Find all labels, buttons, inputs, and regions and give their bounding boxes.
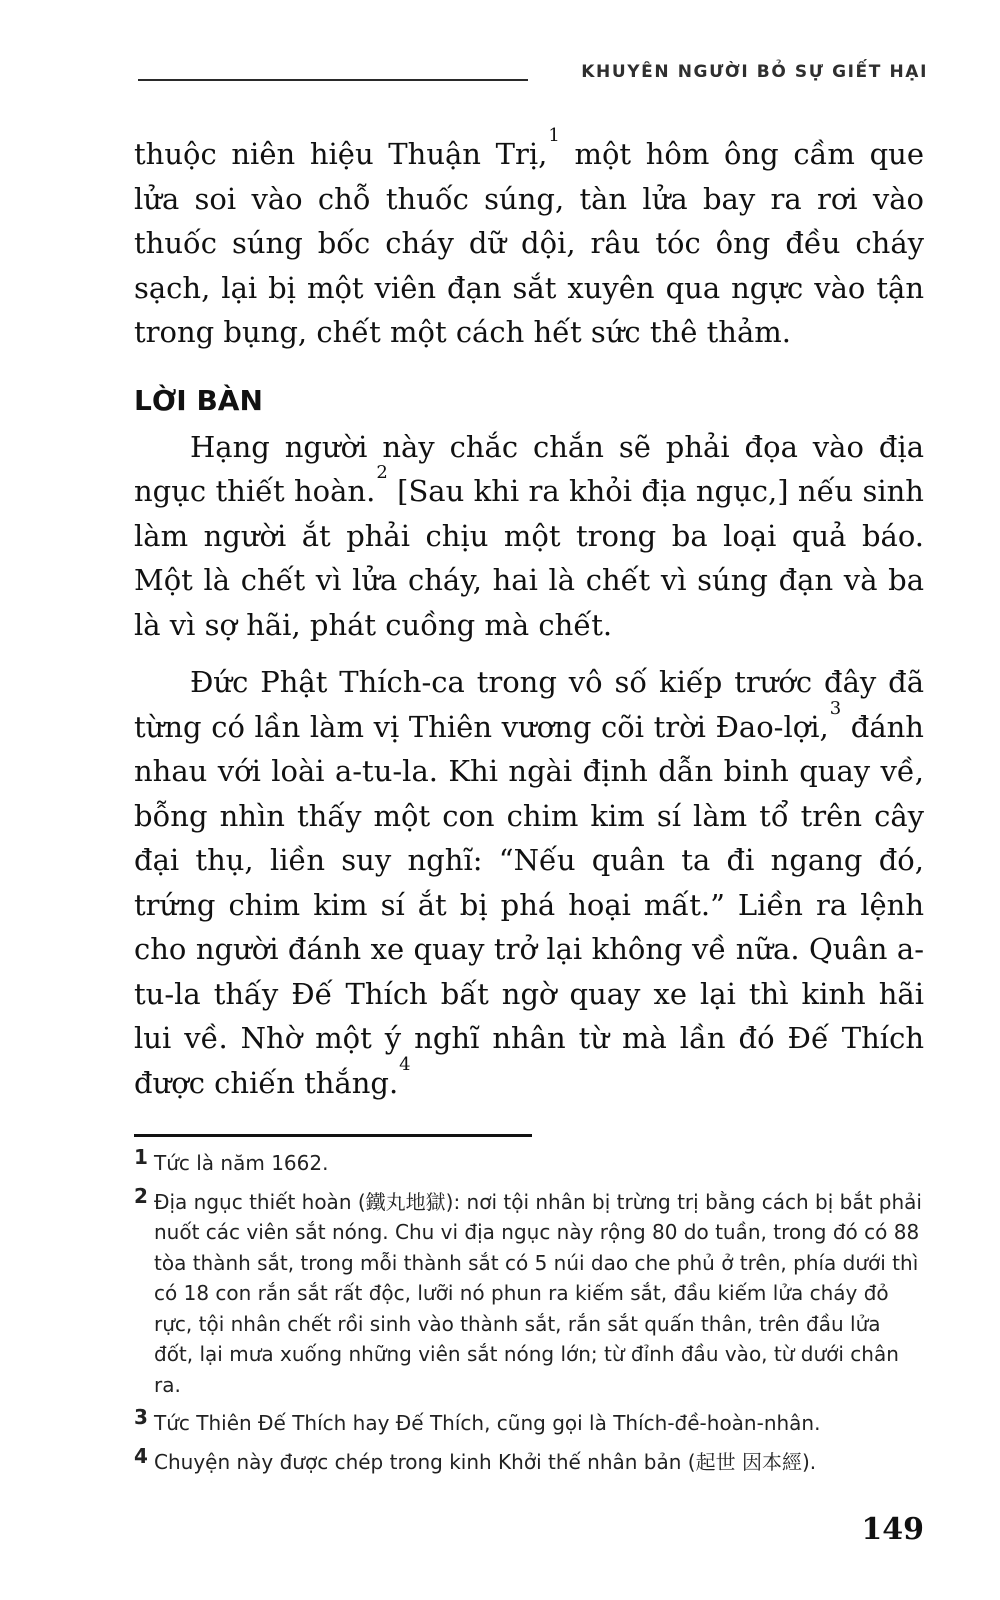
page-number: 149 (861, 1512, 924, 1547)
paragraph-1-text-b: một hôm ông cầm que lửa soi vào chỗ thuốc súng, tàn lửa bay ra rơi vào thuốc súng bốc cháy dữ dội, râu tóc ông đều cháy sạch, lại bị một viên đạn sắt xuyên qua ngực vào tận trong bụng, chết một cách hết sức thê thảm. (134, 137, 924, 349)
footnote-number: 2 (134, 1183, 148, 1208)
footnote-number: 1 (134, 1145, 148, 1169)
footnote-ref-3[interactable]: 3 (829, 697, 842, 719)
footnote-3 (134, 1405, 924, 1439)
footnote-rule (134, 1134, 532, 1137)
running-head: KHUYÊN NGƯỜI BỎ SỰ GIẾT HẠI (581, 62, 928, 82)
footnote-1 (134, 1145, 924, 1179)
footnote-text: Tức là năm 1662. (154, 1151, 329, 1175)
paragraph-3-text-a: Đức Phật Thích-ca trong vô số kiếp trước đây đã từng có lần làm vị Thiên vương cõi trời Đao-lợi, (134, 665, 924, 744)
paragraph-1-text-a: thuộc niên hiệu Thuận Trị, (134, 137, 548, 171)
footnote-number: 3 (134, 1405, 148, 1429)
section-heading: LỜI BÀN (134, 383, 263, 417)
footnote-text: Tức Thiên Đế Thích hay Đế Thích, cũng gọi là Thích-đề-hoàn-nhân. (154, 1411, 821, 1435)
paragraph-2 (134, 425, 924, 648)
footnote-text: Chuyện này được chép trong kinh Khởi thế nhân bản (起世 因本經). (154, 1449, 817, 1474)
footnote-number: 4 (134, 1443, 148, 1468)
main-text (134, 125, 924, 1105)
footnote-2 (134, 1183, 924, 1401)
footnote-ref-2[interactable]: 2 (376, 462, 388, 484)
footnote-text: Địa ngục thiết hoàn (鐵丸地獄): nơi tội nhân bị trừng trị bằng cách bị bắt phải nuốt các viên sắt nóng. Chu vi địa ngục này rộng 80 do tuần, trong đó có 88 tòa thành sắt, trong mỗi thành sắt có 5 núi dao che phủ ở trên, phía dưới thì có 18 con rắn sắt rất độc, lưỡi nó phun ra kiếm sắt, đầu kiếm lửa cháy đỏ rực, tội nhân chết rồi sinh vào thành sắt, rắn sắt quấn thân, trên đầu lửa đốt, lại mưa xuống những viên sắt nóng lớn; từ đỉnh đầu vào, từ dưới chân ra. (154, 1189, 922, 1397)
footnotes (134, 1145, 924, 1485)
paragraph-3-text-b: đánh nhau với loài a-tu-la. Khi ngài định dẫn binh quay về, bỗng nhìn thấy một con chim kim sí làm tổ trên cây đại thụ, liền suy nghĩ: “Nếu quân ta đi ngang đó, trứng chim kim sí ắt bị phá hoại mất.” Liền ra lệnh cho người đánh xe quay trở lại không về nữa. Quân a-tu-la thấy Đế Thích bất ngờ quay xe lại thì kinh hãi lui về. Nhờ một ý nghĩ nhân từ mà lần đó Đế Thích được chiến thắng. (134, 709, 924, 1100)
paragraph-2-text-b: [Sau khi ra khỏi địa ngục,] nếu sinh làm người ắt phải chịu một trong ba loại quả báo. Một là chết vì lửa cháy, hai là chết vì súng đạn và ba là vì sợ hãi, phát cuồng mà chết. (134, 474, 924, 642)
footnote-ref-4[interactable]: 4 (399, 1053, 411, 1075)
paragraph-2-text-a: Hạng người này chắc chắn sẽ phải đọa vào địa ngục thiết hoàn. (134, 429, 924, 508)
header-rule (138, 79, 528, 81)
footnote-ref-1[interactable]: 1 (548, 125, 560, 147)
footnote-4 (134, 1443, 924, 1478)
paragraph-1 (134, 125, 924, 355)
paragraph-3 (134, 660, 924, 1105)
